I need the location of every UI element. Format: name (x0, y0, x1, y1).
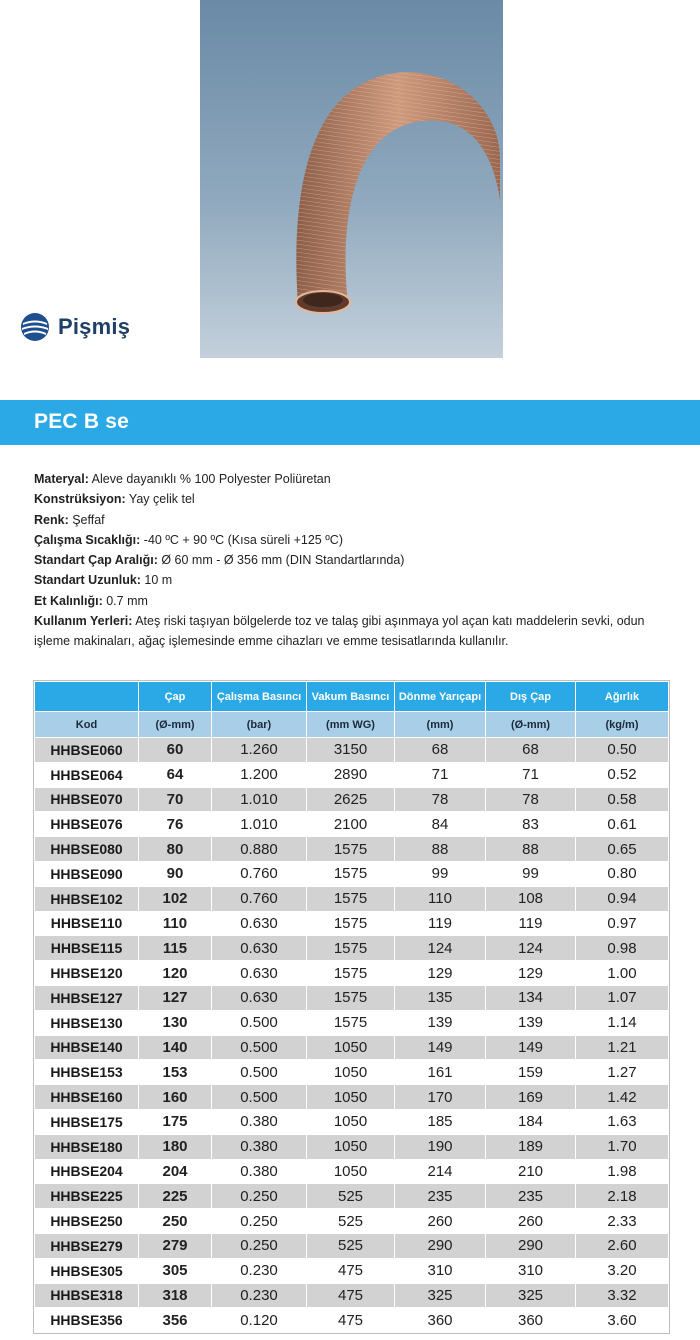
cell-code: HHBSE102 (35, 886, 139, 911)
cell-weight: 1.00 (576, 961, 669, 986)
cell-weight: 1.27 (576, 1060, 669, 1085)
cell-bend-radius: 170 (395, 1085, 486, 1110)
cell-vacuum-pressure: 525 (307, 1209, 395, 1234)
spec-label: Materyal: (34, 472, 89, 486)
cell-outer-diameter: 83 (486, 812, 576, 837)
cell-weight: 0.94 (576, 886, 669, 911)
cell-outer-diameter: 325 (486, 1283, 576, 1308)
cell-vacuum-pressure: 1575 (307, 911, 395, 936)
cell-bend-radius: 325 (395, 1283, 486, 1308)
cell-vacuum-pressure: 2625 (307, 787, 395, 812)
product-title: PEC B se (34, 410, 129, 433)
cell-code: HHBSE140 (35, 1035, 139, 1060)
cell-weight: 1.07 (576, 985, 669, 1010)
spec-value: 0.7 mm (102, 593, 148, 608)
cell-vacuum-pressure: 1575 (307, 985, 395, 1010)
cell-working-pressure: 0.250 (212, 1233, 307, 1258)
cell-code: HHBSE110 (35, 911, 139, 936)
cell-bend-radius: 129 (395, 961, 486, 986)
spec-value: Ateş riski taşıyan bölgelerde toz ve talaş gibi aşınmaya yol açan katı maddelerin sevki, odun işleme makinaları, ağaç işlemesinde emme cihazları ve emme tesisatlarında kullanılır. (34, 614, 645, 649)
table-unit-working-pressure: (bar) (212, 712, 307, 738)
cell-code: HHBSE305 (35, 1258, 139, 1283)
spec-length (34, 570, 674, 590)
cell-bend-radius: 68 (395, 738, 486, 763)
table-header-vacuum-pressure: Vakum Basıncı (307, 682, 395, 712)
spec-material (34, 469, 674, 489)
cell-vacuum-pressure: 1575 (307, 936, 395, 961)
table-row (35, 837, 669, 862)
table-row (35, 1258, 669, 1283)
spec-label: Kullanım Yerleri: (34, 614, 133, 629)
cell-vacuum-pressure: 1050 (307, 1109, 395, 1134)
table-row (35, 1159, 669, 1184)
cell-code: HHBSE115 (35, 936, 139, 961)
table-header-weight: Ağırlık (576, 682, 669, 712)
table-header-bend-radius: Dönme Yarıçapı (395, 682, 486, 712)
cell-outer-diameter: 139 (486, 1010, 576, 1035)
cell-bend-radius: 190 (395, 1134, 486, 1159)
spec-diameter-range (34, 550, 674, 570)
table-body (35, 738, 669, 1333)
cell-vacuum-pressure: 475 (307, 1258, 395, 1283)
table-header-diameter: Çap (139, 682, 212, 712)
table-row (35, 787, 669, 812)
table-row (35, 812, 669, 837)
cell-bend-radius: 214 (395, 1159, 486, 1184)
cell-code: HHBSE356 (35, 1308, 139, 1333)
cell-outer-diameter: 119 (486, 911, 576, 936)
cell-outer-diameter: 108 (486, 886, 576, 911)
table-unit-code: Kod (35, 712, 139, 738)
table-row (35, 1134, 669, 1159)
cell-working-pressure: 0.120 (212, 1308, 307, 1333)
cell-outer-diameter: 290 (486, 1233, 576, 1258)
cell-code: HHBSE225 (35, 1184, 139, 1209)
cell-working-pressure: 0.500 (212, 1010, 307, 1035)
cell-weight: 1.63 (576, 1109, 669, 1134)
cell-weight: 0.61 (576, 812, 669, 837)
title-bar (0, 400, 700, 445)
cell-bend-radius: 119 (395, 911, 486, 936)
spec-value: Aleve dayanıklı % 100 Polyester Poliüretan (88, 472, 331, 486)
cell-working-pressure: 0.380 (212, 1109, 307, 1134)
cell-bend-radius: 124 (395, 936, 486, 961)
cell-vacuum-pressure: 3150 (307, 738, 395, 763)
cell-code: HHBSE153 (35, 1060, 139, 1085)
cell-code: HHBSE279 (35, 1233, 139, 1258)
cell-weight: 2.60 (576, 1233, 669, 1258)
cell-code: HHBSE076 (35, 812, 139, 837)
cell-outer-diameter: 169 (486, 1085, 576, 1110)
cell-code: HHBSE060 (35, 738, 139, 763)
cell-weight: 3.32 (576, 1283, 669, 1308)
table-row (35, 936, 669, 961)
spec-value: Ø 60 mm - Ø 356 mm (DIN Standartlarında) (157, 553, 405, 568)
cell-working-pressure: 0.380 (212, 1159, 307, 1184)
cell-diameter: 204 (139, 1159, 212, 1184)
cell-working-pressure: 1.200 (212, 762, 307, 787)
cell-code: HHBSE090 (35, 861, 139, 886)
table-row (35, 1010, 669, 1035)
cell-weight: 2.18 (576, 1184, 669, 1209)
cell-diameter: 70 (139, 787, 212, 812)
cell-bend-radius: 360 (395, 1308, 486, 1333)
cell-bend-radius: 110 (395, 886, 486, 911)
table-row (35, 1109, 669, 1134)
cell-diameter: 180 (139, 1134, 212, 1159)
cell-code: HHBSE318 (35, 1283, 139, 1308)
cell-bend-radius: 310 (395, 1258, 486, 1283)
table-unit-diameter: (Ø-mm) (139, 712, 212, 738)
cell-bend-radius: 71 (395, 762, 486, 787)
spec-value: -40 ºC + 90 ºC (Kısa süreli +125 ºC) (140, 532, 343, 547)
table-header-outer-diameter: Dış Çap (486, 682, 576, 712)
cell-outer-diameter: 149 (486, 1035, 576, 1060)
cell-bend-radius: 290 (395, 1233, 486, 1258)
spec-construction (34, 489, 674, 509)
cell-weight: 2.33 (576, 1209, 669, 1234)
cell-working-pressure: 0.230 (212, 1283, 307, 1308)
table-unit-outer-diameter: (Ø-mm) (486, 712, 576, 738)
table-row (35, 886, 669, 911)
cell-vacuum-pressure: 1050 (307, 1134, 395, 1159)
spec-value: Şeffaf (68, 512, 105, 527)
table-row (35, 762, 669, 787)
cell-vacuum-pressure: 2100 (307, 812, 395, 837)
cell-code: HHBSE070 (35, 787, 139, 812)
cell-bend-radius: 235 (395, 1184, 486, 1209)
cell-vacuum-pressure: 2890 (307, 762, 395, 787)
spec-list (34, 469, 674, 652)
table-unit-weight: (kg/m) (576, 712, 669, 738)
cell-working-pressure: 0.760 (212, 886, 307, 911)
cell-diameter: 225 (139, 1184, 212, 1209)
cell-bend-radius: 139 (395, 1010, 486, 1035)
cell-outer-diameter: 260 (486, 1209, 576, 1234)
cell-working-pressure: 0.630 (212, 961, 307, 986)
cell-working-pressure: 0.230 (212, 1258, 307, 1283)
spec-value: Yay çelik tel (125, 492, 195, 507)
brand-name: Pişmiş (58, 314, 131, 339)
table-unit-bend-radius: (mm) (395, 712, 486, 738)
cell-working-pressure: 1.260 (212, 738, 307, 763)
cell-vacuum-pressure: 525 (307, 1184, 395, 1209)
cell-vacuum-pressure: 525 (307, 1233, 395, 1258)
cell-vacuum-pressure: 1575 (307, 1010, 395, 1035)
cell-working-pressure: 0.500 (212, 1035, 307, 1060)
cell-working-pressure: 0.880 (212, 837, 307, 862)
cell-bend-radius: 185 (395, 1109, 486, 1134)
cell-bend-radius: 84 (395, 812, 486, 837)
cell-diameter: 250 (139, 1209, 212, 1234)
cell-working-pressure: 0.630 (212, 936, 307, 961)
cell-code: HHBSE127 (35, 985, 139, 1010)
cell-outer-diameter: 99 (486, 861, 576, 886)
cell-diameter: 130 (139, 1010, 212, 1035)
cell-bend-radius: 88 (395, 837, 486, 862)
cell-code: HHBSE180 (35, 1134, 139, 1159)
cell-diameter: 318 (139, 1283, 212, 1308)
cell-working-pressure: 0.500 (212, 1060, 307, 1085)
cell-weight: 1.14 (576, 1010, 669, 1035)
product-table (34, 681, 669, 1333)
table-unit-vacuum-pressure: (mm WG) (307, 712, 395, 738)
cell-weight: 3.20 (576, 1258, 669, 1283)
table-row (35, 985, 669, 1010)
spec-value: 10 m (140, 573, 173, 588)
cell-weight: 0.80 (576, 861, 669, 886)
brand-logo-icon (20, 312, 50, 342)
cell-weight: 0.50 (576, 738, 669, 763)
cell-outer-diameter: 159 (486, 1060, 576, 1085)
cell-working-pressure: 0.500 (212, 1085, 307, 1110)
cell-weight: 3.60 (576, 1308, 669, 1333)
cell-weight: 0.52 (576, 762, 669, 787)
cell-outer-diameter: 88 (486, 837, 576, 862)
table-header-working-pressure: Çalışma Basıncı (212, 682, 307, 712)
cell-diameter: 175 (139, 1109, 212, 1134)
cell-working-pressure: 1.010 (212, 787, 307, 812)
cell-outer-diameter: 124 (486, 936, 576, 961)
cell-code: HHBSE175 (35, 1109, 139, 1134)
brand-logo (20, 310, 130, 344)
spec-label: Çalışma Sıcaklığı: (34, 532, 141, 547)
cell-diameter: 80 (139, 837, 212, 862)
cell-vacuum-pressure: 1050 (307, 1035, 395, 1060)
spec-usage (34, 611, 674, 652)
cell-vacuum-pressure: 1575 (307, 837, 395, 862)
cell-weight: 1.42 (576, 1085, 669, 1110)
cell-diameter: 120 (139, 961, 212, 986)
table-row (35, 1233, 669, 1258)
cell-working-pressure: 0.760 (212, 861, 307, 886)
cell-outer-diameter: 235 (486, 1184, 576, 1209)
table-row (35, 1184, 669, 1209)
cell-diameter: 153 (139, 1060, 212, 1085)
cell-weight: 0.58 (576, 787, 669, 812)
cell-outer-diameter: 134 (486, 985, 576, 1010)
table-row (35, 861, 669, 886)
cell-outer-diameter: 68 (486, 738, 576, 763)
table-row (35, 1060, 669, 1085)
cell-diameter: 110 (139, 911, 212, 936)
cell-code: HHBSE204 (35, 1159, 139, 1184)
cell-bend-radius: 149 (395, 1035, 486, 1060)
cell-code: HHBSE250 (35, 1209, 139, 1234)
cell-vacuum-pressure: 475 (307, 1308, 395, 1333)
cell-bend-radius: 99 (395, 861, 486, 886)
cell-working-pressure: 0.630 (212, 911, 307, 936)
cell-outer-diameter: 310 (486, 1258, 576, 1283)
cell-vacuum-pressure: 1575 (307, 861, 395, 886)
cell-vacuum-pressure: 1050 (307, 1085, 395, 1110)
cell-code: HHBSE120 (35, 961, 139, 986)
cell-diameter: 60 (139, 738, 212, 763)
cell-code: HHBSE080 (35, 837, 139, 862)
cell-bend-radius: 260 (395, 1209, 486, 1234)
cell-vacuum-pressure: 1050 (307, 1060, 395, 1085)
cell-code: HHBSE130 (35, 1010, 139, 1035)
spec-wall-thickness (34, 591, 674, 611)
cell-working-pressure: 1.010 (212, 812, 307, 837)
spec-label: Standart Uzunluk: (34, 573, 141, 588)
cell-code: HHBSE064 (35, 762, 139, 787)
table-header-row (35, 682, 669, 712)
table-row (35, 738, 669, 763)
cell-code: HHBSE160 (35, 1085, 139, 1110)
cell-diameter: 160 (139, 1085, 212, 1110)
table-row (35, 1209, 669, 1234)
cell-bend-radius: 161 (395, 1060, 486, 1085)
spec-label: Et Kalınlığı: (34, 593, 103, 608)
cell-diameter: 140 (139, 1035, 212, 1060)
cell-diameter: 356 (139, 1308, 212, 1333)
cell-diameter: 102 (139, 886, 212, 911)
cell-vacuum-pressure: 1575 (307, 961, 395, 986)
cell-outer-diameter: 129 (486, 961, 576, 986)
spec-label: Standart Çap Aralığı: (34, 553, 158, 568)
cell-diameter: 279 (139, 1233, 212, 1258)
cell-diameter: 127 (139, 985, 212, 1010)
cell-outer-diameter: 189 (486, 1134, 576, 1159)
table-row (35, 1035, 669, 1060)
spec-color (34, 510, 674, 530)
cell-diameter: 90 (139, 861, 212, 886)
cell-weight: 0.65 (576, 837, 669, 862)
table-row (35, 911, 669, 936)
cell-working-pressure: 0.630 (212, 985, 307, 1010)
cell-diameter: 76 (139, 812, 212, 837)
cell-vacuum-pressure: 1575 (307, 886, 395, 911)
table-row (35, 1283, 669, 1308)
cell-working-pressure: 0.380 (212, 1134, 307, 1159)
cell-outer-diameter: 210 (486, 1159, 576, 1184)
cell-diameter: 64 (139, 762, 212, 787)
cell-working-pressure: 0.250 (212, 1209, 307, 1234)
spec-temperature (34, 530, 674, 550)
spec-label: Renk: (34, 512, 69, 527)
cell-bend-radius: 135 (395, 985, 486, 1010)
table-row (35, 961, 669, 986)
cell-diameter: 305 (139, 1258, 212, 1283)
cell-outer-diameter: 71 (486, 762, 576, 787)
cell-vacuum-pressure: 1050 (307, 1159, 395, 1184)
cell-outer-diameter: 360 (486, 1308, 576, 1333)
cell-weight: 1.98 (576, 1159, 669, 1184)
cell-outer-diameter: 184 (486, 1109, 576, 1134)
cell-bend-radius: 78 (395, 787, 486, 812)
cell-weight: 0.97 (576, 911, 669, 936)
spec-label: Konstrüksiyon: (34, 492, 126, 507)
product-photo (200, 0, 503, 358)
table-units-row (35, 712, 669, 738)
table-header-blank (35, 682, 139, 712)
cell-weight: 1.21 (576, 1035, 669, 1060)
cell-weight: 0.98 (576, 936, 669, 961)
cell-weight: 1.70 (576, 1134, 669, 1159)
table-row (35, 1085, 669, 1110)
cell-vacuum-pressure: 475 (307, 1283, 395, 1308)
table-row (35, 1308, 669, 1333)
cell-diameter: 115 (139, 936, 212, 961)
cell-working-pressure: 0.250 (212, 1184, 307, 1209)
cell-outer-diameter: 78 (486, 787, 576, 812)
